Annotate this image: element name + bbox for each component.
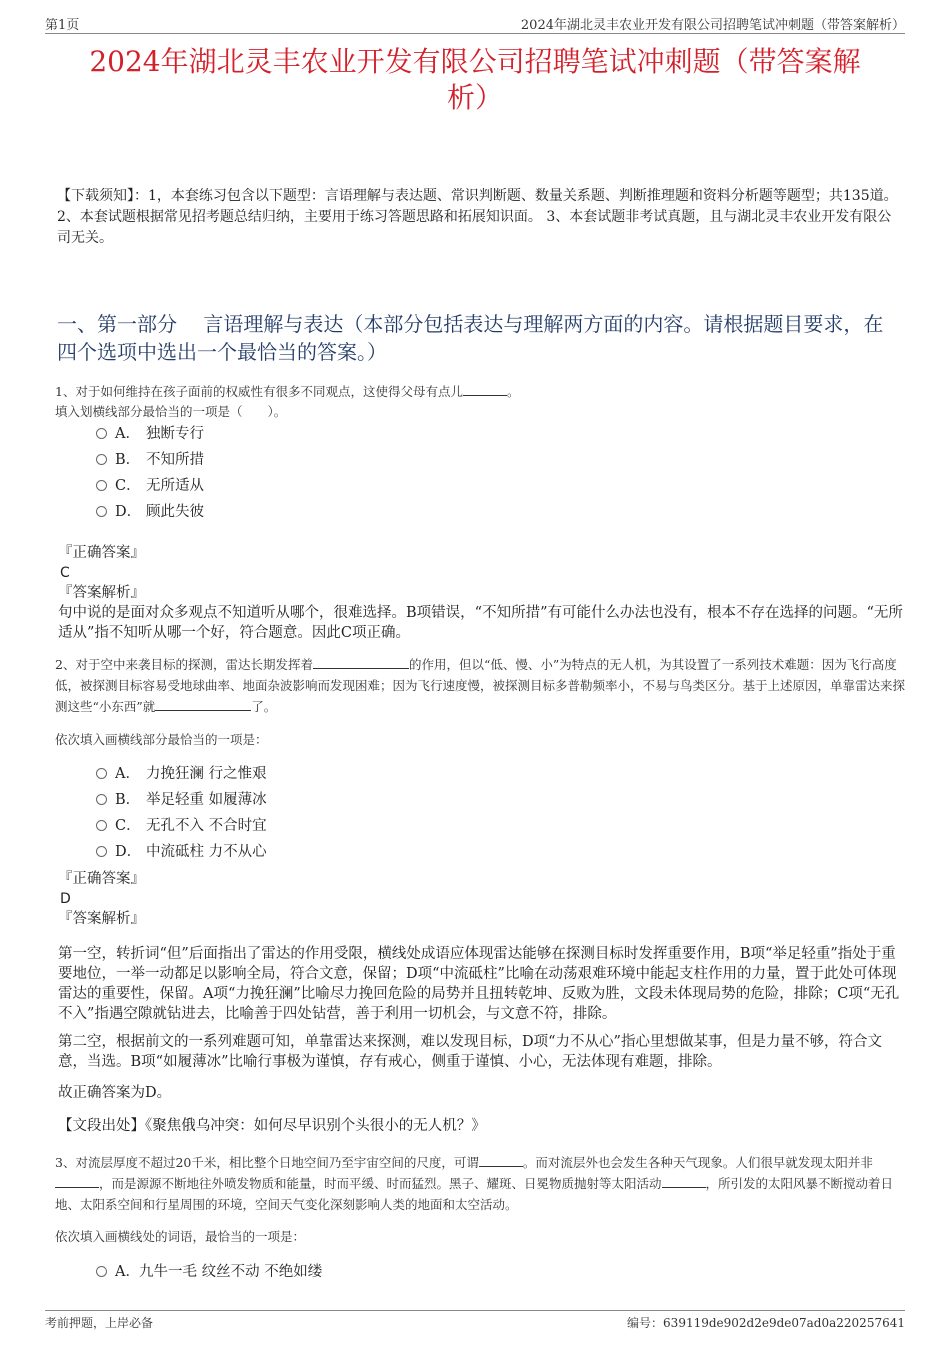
q3-blank-1: [479, 1166, 523, 1167]
question-3-stem: [55, 1152, 905, 1215]
q3-stem-text-b: 。而对流层外也会发生各种天气现象。人们很早就发现太阳并非: [522, 1155, 873, 1170]
q2-option-a[interactable]: A． 力挽狂澜 行之惟艰: [96, 761, 267, 787]
q3-stem-text-a: 3、对流层厚度不超过20千米，相比整个日地空间乃至宇宙空间的尺度，可谓: [55, 1155, 479, 1170]
radio-icon[interactable]: [96, 1266, 107, 1277]
q2-stem-text-a: 2、对于空中来袭目标的探测，雷达长期发挥着: [55, 657, 313, 672]
q3-blank-2: [55, 1187, 99, 1188]
question-3-prompt: 依次填入画横线处的词语，最恰当的一项是：: [55, 1229, 306, 1244]
radio-icon[interactable]: [96, 820, 107, 831]
title-line-1: 2024年湖北灵丰农业开发有限公司招聘笔试冲刺题（带答案解: [89, 45, 861, 78]
q1-option-b[interactable]: B． 不知所措: [96, 447, 204, 473]
radio-icon[interactable]: [96, 428, 107, 439]
footer-slogan: 考前押题，上岸必备: [45, 1316, 154, 1330]
q1-answer: C: [60, 565, 70, 581]
q2-answer-block: [58, 869, 903, 929]
q2-option-d[interactable]: D． 中流砥柱 力不从心: [96, 839, 267, 865]
question-2-prompt: 依次填入画横线部分最恰当的一项是：: [55, 732, 268, 747]
q2-blank-2: [155, 710, 251, 711]
q2-option-b[interactable]: B． 举足轻重 如履薄冰: [96, 787, 267, 813]
question-1-prompt: 填入划横线部分最恰当的一项是（ ）。: [55, 404, 287, 419]
q3-stem-text-c: ，而是源源不断地往外喷发物质和能量，时而平缓、时而猛烈。黑子、耀斑、日冕物质抛射等太阳活动: [99, 1176, 662, 1191]
title-line-2: 析）: [446, 81, 503, 114]
header-divider: [45, 33, 905, 34]
question-1-stem: [55, 381, 905, 402]
q2-answer: D: [60, 891, 71, 907]
q1-answer-label: 『正确答案』: [58, 545, 145, 561]
q2-option-c[interactable]: C． 无孔不入 不合时宜: [96, 813, 267, 839]
q1-option-a[interactable]: A． 独断专行: [96, 421, 204, 447]
page-footer: [45, 1314, 905, 1331]
q3-blank-3: [662, 1187, 706, 1188]
question-2-stem: [55, 654, 905, 717]
radio-icon[interactable]: [96, 794, 107, 805]
q1-analysis: 句中说的是面对众多观点不知道听从哪个，很难选择。B项错误，“不知所措”有可能什么办法也没有，根本不存在选择的问题。“无所适从”指不知听从哪一个好，符合题意。因此C项正确。: [58, 605, 903, 641]
radio-icon[interactable]: [96, 454, 107, 465]
page-header: [45, 14, 905, 33]
page-number: 第1页: [45, 18, 80, 33]
footer-divider: [45, 1310, 905, 1311]
download-notice: 【下载须知】：1，本套练习包含以下题型：言语理解与表达题、常识判断题、数量关系题、判断推理题和资料分析题等题型；共135道。 2、本套试题根据常见招考题总结归纳，主要用于练习答题思路和拓展知识面。 3、本套试题非考试真题，且与湖北灵丰农业开发有限公司无关。: [57, 188, 898, 246]
q2-stem-text-b: 的作用，但以“低、慢、小”为特点的无人机，为其设置了一系列技术难题：因为飞行高度低，被探测目标容易受地球曲率、地面杂波影响而发现困难；因为飞行速度慢，被探测目标多普勒频率小，不易与鸟类区分。基于上述原因，单靠雷达来探测这些“小东西”就: [55, 657, 906, 714]
q1-answer-block: [58, 543, 903, 643]
q2-source: 【文段出处】《聚焦俄乌冲突：如何尽早识别个头很小的无人机？》: [58, 1118, 486, 1134]
q3-stem-text-d: ，所引发的太阳风暴不断搅动着日地、太阳系空间和行星周围的环境，空间天气变化深刻影响人类的地面和太空活动。: [55, 1176, 894, 1212]
radio-icon[interactable]: [96, 480, 107, 491]
question-1-options: [96, 421, 204, 525]
q1-stem-end: 。: [506, 384, 520, 399]
radio-icon[interactable]: [96, 506, 107, 517]
q1-stem-text: 1、对于如何维持在孩子面前的权威性有很多不同观点，这使得父母有点儿: [55, 384, 463, 399]
q3-option-a[interactable]: A．九牛一毛 纹丝不动 不绝如缕: [96, 1259, 322, 1285]
q1-analysis-label: 『答案解析』: [58, 585, 145, 601]
q2-analysis-paragraph-2: 第二空，根据前文的一系列难题可知，单靠雷达来探测，难以发现目标，D项“力不从心”指心里想做某事，但是力量不够，符合文意，当选。B项“如履薄冰”比喻行事极为谨慎，存有戒心，侧重于谨慎、小心，无法体现有难题，排除。: [58, 1034, 882, 1070]
question-2-options: [96, 761, 267, 865]
q1-option-d[interactable]: D． 顾此失彼: [96, 499, 204, 525]
page-title: [50, 44, 900, 116]
radio-icon[interactable]: [96, 846, 107, 857]
header-doc-title: 2024年湖北灵丰农业开发有限公司招聘笔试冲刺题（带答案解析）: [520, 18, 905, 33]
q1-option-c[interactable]: C． 无所适从: [96, 473, 204, 499]
q2-analysis-paragraph-1: 第一空，转折词“但”后面指出了雷达的作用受限，横线处成语应体现雷达能够在探测目标时发挥重要作用，B项“举足轻重”指处于重要地位，一举一动都足以影响全局，符合文意，保留；D项“中流砥柱”比喻在动荡艰难环境中能起支柱作用的力量，置于此处可体现雷达的重要性，保留。A项“力挽狂澜”比喻尽力挽回危险的局势并且扭转乾坤、反败为胜，文段未体现局势的危险，排除；C项“无孔不入”指遇空隙就钻进去，比喻善于四处钻营，善于利用一切机会，与文意不符，排除。: [58, 946, 900, 1022]
q2-answer-label: 『正确答案』: [58, 871, 145, 887]
q2-blank-1: [313, 668, 409, 669]
section-heading: 一、第一部分 言语理解与表达（本部分包括表达与理解两方面的内容。请根据题目要求，在四个选项中选出一个最恰当的答案。）: [57, 312, 884, 364]
q2-analysis-conclusion: 故正确答案为D。: [58, 1085, 172, 1101]
q1-blank: [463, 395, 507, 396]
document-id: 编号：639119de902d2e9de07ad0a220257641: [627, 1316, 905, 1330]
radio-icon[interactable]: [96, 768, 107, 779]
question-3-options: [96, 1259, 322, 1285]
q2-stem-text-c: 了。: [251, 699, 277, 714]
q2-analysis-label: 『答案解析』: [58, 911, 145, 927]
